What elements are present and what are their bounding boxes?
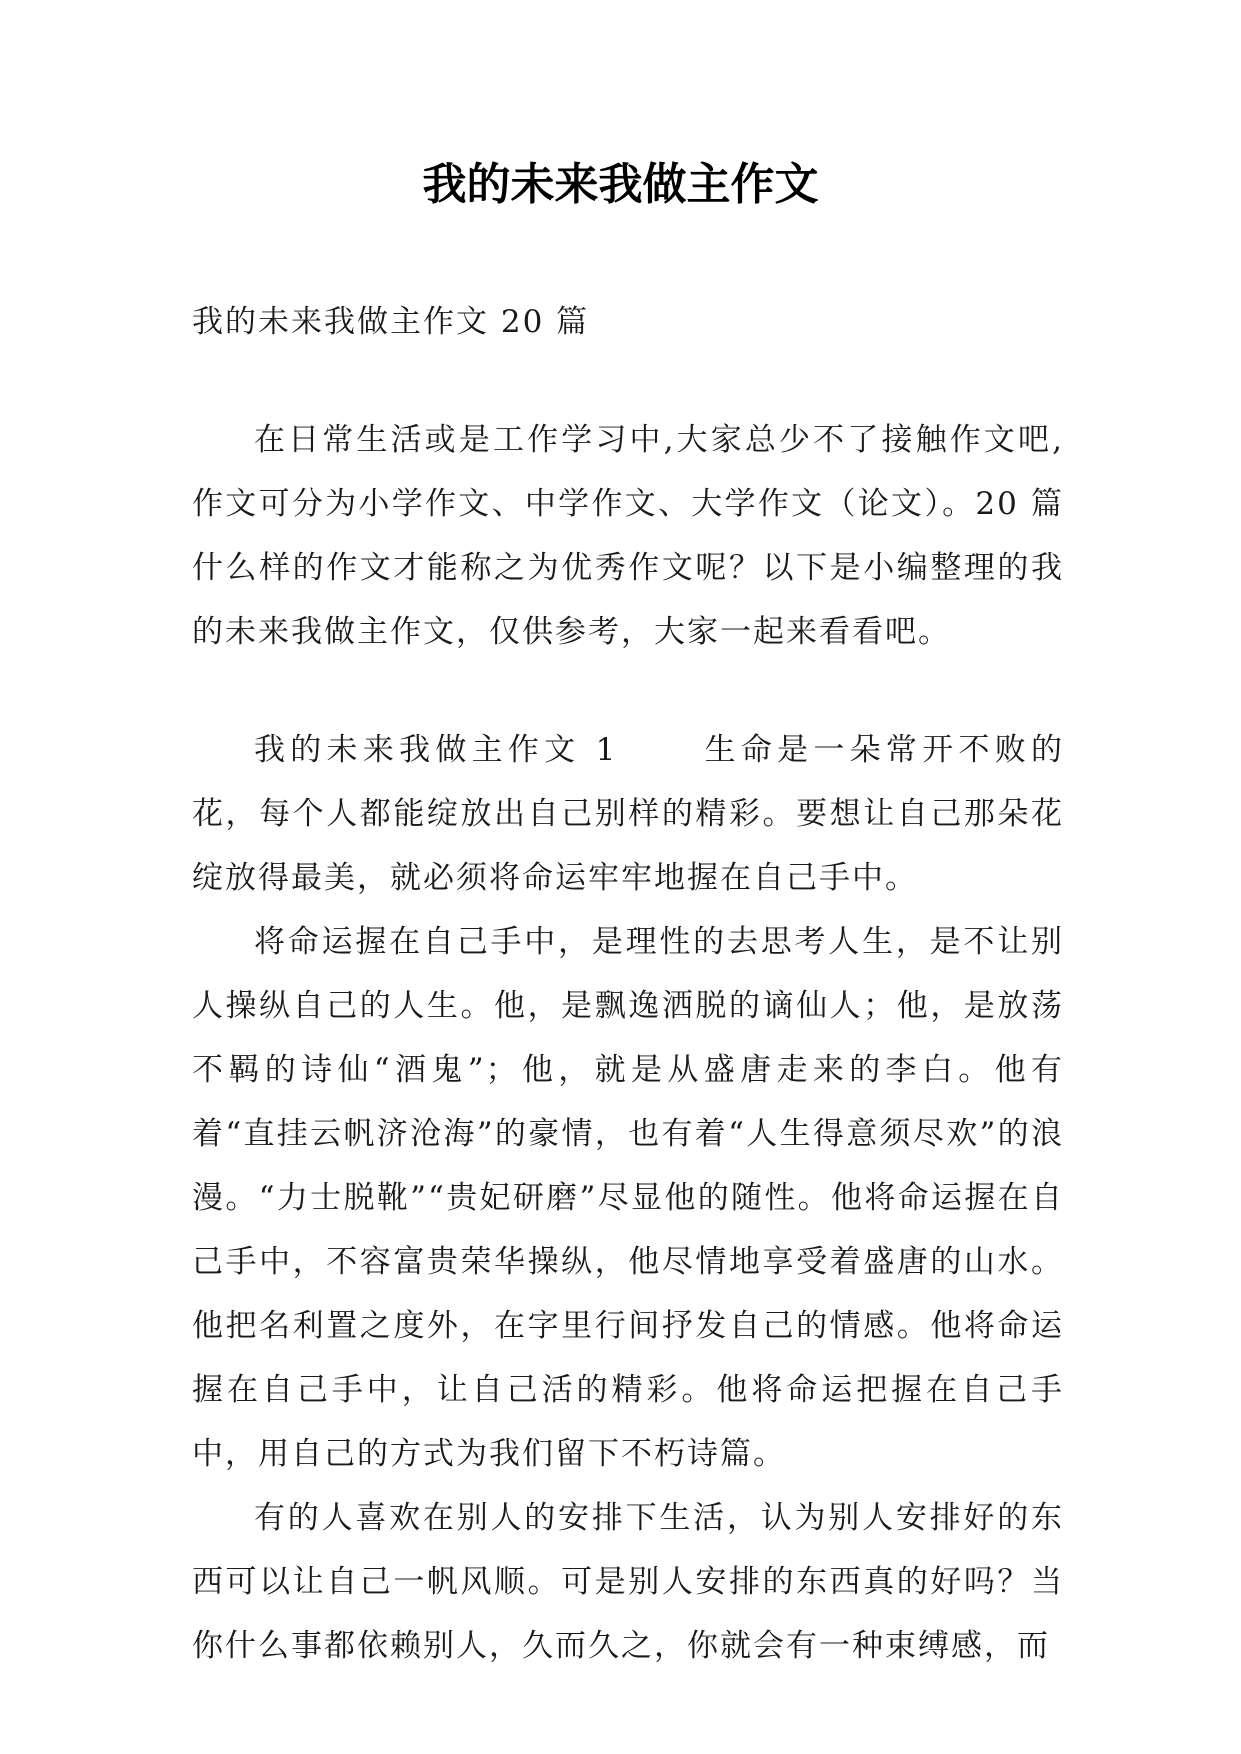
essay-heading: 我的未来我做主作文 1 bbox=[254, 732, 618, 768]
essay-paragraph-text: 生命是一朵常开不败的花，每个人都能绽放出自己别样的精彩。要想让自己那朵花绽放得最美，就必须将命运牢牢地握在自己手中。 bbox=[192, 732, 1065, 896]
document-subtitle: 我的未来我做主作文 20 篇 bbox=[192, 304, 590, 340]
essay-first-paragraph bbox=[192, 718, 1064, 910]
essay-paragraph: 将命运握在自己手中，是理性的去思考人生，是不让别人操纵自己的人生。他，是飘逸洒脱的谪仙人；他，是放荡不羁的诗仙“酒鬼”；他，就是从盛唐走来的李白。他有着“直挂云帆济沧海”的豪情，也有着“人生得意须尽欢”的浪漫。“力士脱靴”“贵妃研磨”尽显他的随性。他将命运握在自己手中，不容富贵荣华操纵，他尽情地享受着盛唐的山水。他把名利置之度外，在字里行间抒发自己的情感。他将命运握在自己手中，让自己活的精彩。他将命运把握在自己手中，用自己的方式为我们留下不朽诗篇。 bbox=[192, 924, 1064, 1472]
document-title: 我的未来我做主作文 bbox=[422, 159, 819, 210]
essay-paragraph: 有的人喜欢在别人的安排下生活，认为别人安排好的东西可以让自己一帆风顺。可是别人安排的东西真的好吗？当你什么事都依赖别人，久而久之，你就会有一种束缚感，而 bbox=[192, 1500, 1064, 1664]
document-body bbox=[192, 290, 1064, 1678]
intro-paragraph: 在日常生活或是工作学习中,大家总少不了接触作文吧,作文可分为小学作文、中学作文、大学作文（论文）。20 篇什么样的作文才能称之为优秀作文呢？以下是小编整理的我的未来我做主作文，仅供参考，大家一起来看看吧。 bbox=[192, 422, 1064, 650]
